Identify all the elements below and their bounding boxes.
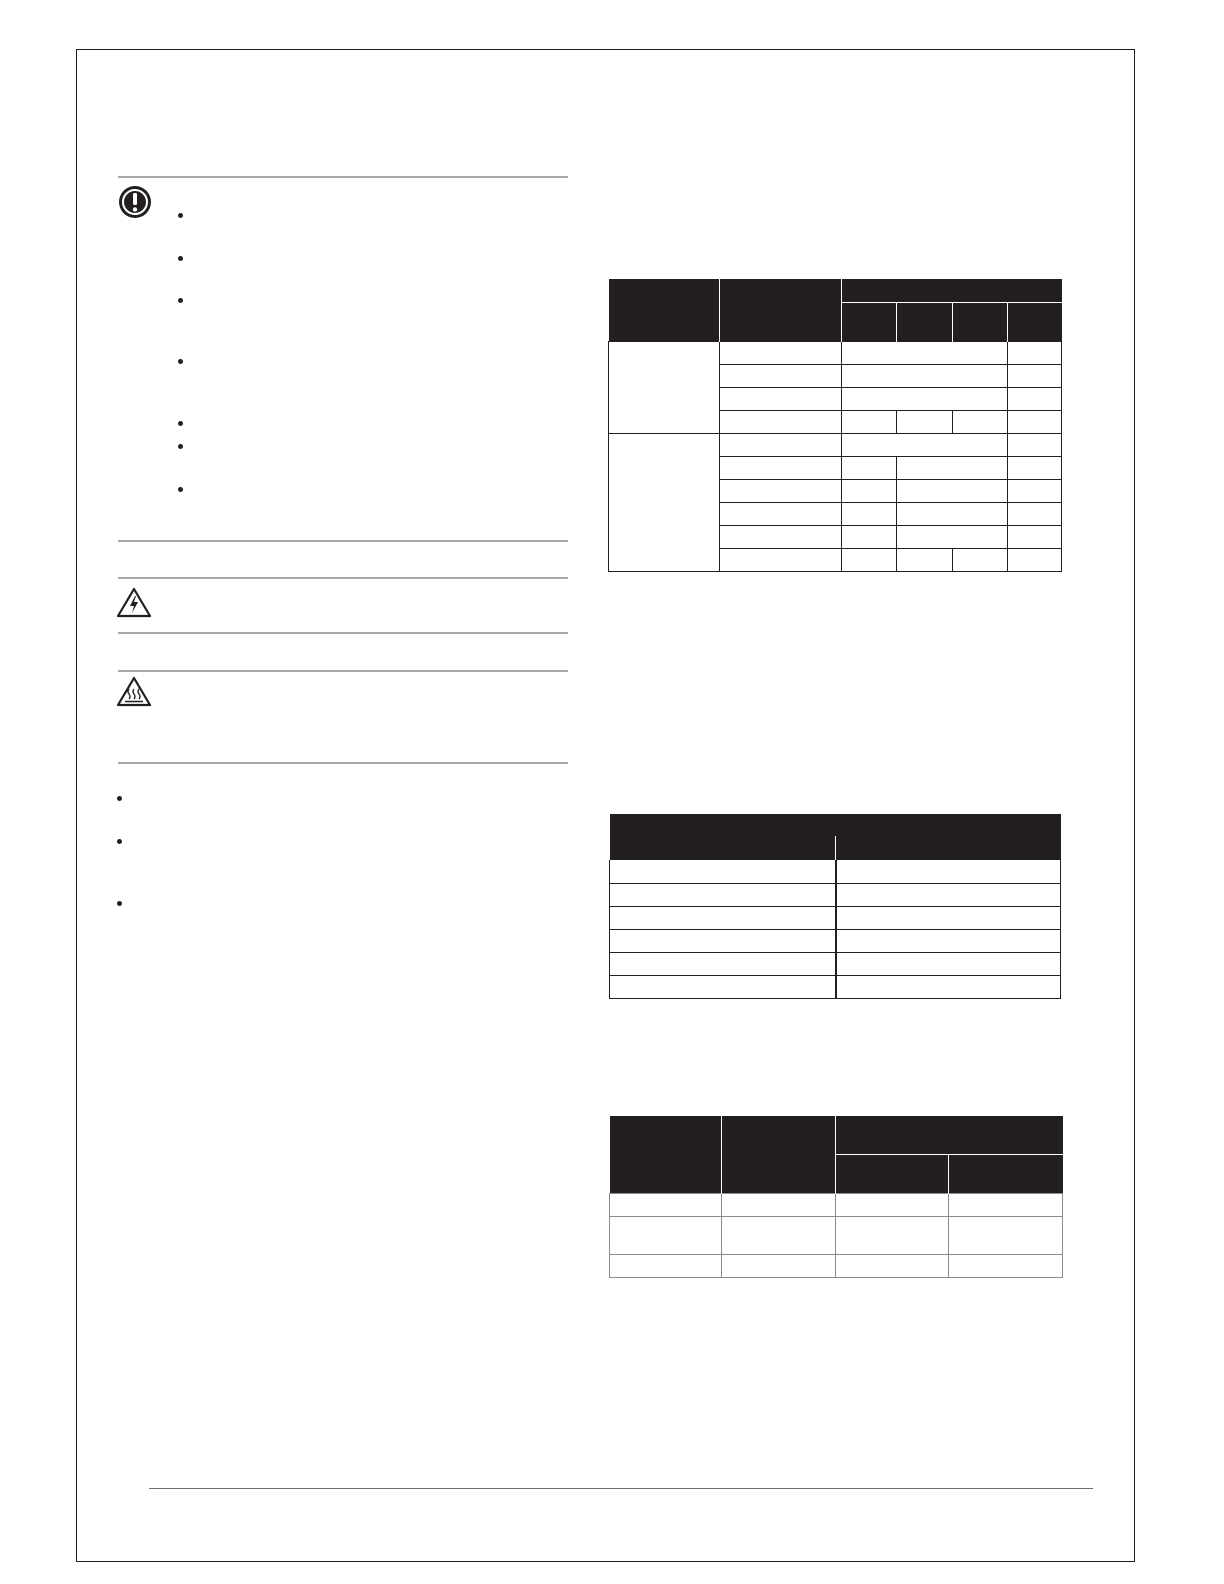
list-bullet: [178, 359, 183, 364]
table-row: [610, 1216, 1063, 1254]
table-header-cell: [609, 279, 720, 341]
table-cell: [720, 433, 842, 456]
table-cell: [949, 1193, 1063, 1216]
table-row: [610, 1254, 1063, 1277]
table-row: [609, 433, 1062, 456]
table-cell: [953, 548, 1008, 571]
table-cell: [842, 548, 897, 571]
table-header-group: [610, 814, 1061, 836]
table-cell: [1008, 479, 1062, 502]
table-cell: [1008, 364, 1062, 387]
table-cell: [722, 1216, 836, 1254]
table-subheader-cell: [836, 1154, 949, 1193]
table-cell: [836, 883, 1061, 906]
table-cell: [842, 479, 897, 502]
list-bullet: [178, 213, 183, 218]
list-bullet: [178, 256, 183, 261]
table-cell: [610, 1193, 722, 1216]
table-row: [610, 952, 1061, 975]
table-cell: [836, 975, 1061, 998]
table-cell: [897, 525, 1008, 548]
table-cell: [720, 548, 842, 571]
page-frame: [76, 49, 1135, 1562]
list-bullet: [117, 839, 122, 844]
list-bullet: [117, 901, 122, 906]
table-subheader-cell: [1008, 302, 1062, 341]
table-cell: [1008, 410, 1062, 433]
table-header-cell: [720, 279, 842, 341]
table-cell: [720, 410, 842, 433]
table-cell: [722, 1193, 836, 1216]
table-cell: [842, 502, 897, 525]
table-cell: [609, 433, 720, 571]
table-cell: [897, 479, 1008, 502]
spec-table-2: [609, 814, 1061, 999]
table-row: [610, 929, 1061, 952]
table-cell: [720, 341, 842, 364]
table-cell: [836, 929, 1061, 952]
table-row: [609, 341, 1062, 364]
table-cell: [949, 1254, 1063, 1277]
table-cell: [1008, 433, 1062, 456]
section-rule: [118, 540, 568, 542]
section-rule: [118, 762, 568, 764]
table-cell: [1008, 341, 1062, 364]
list-bullet: [117, 796, 122, 801]
table-row: [610, 975, 1061, 998]
table-cell: [1008, 502, 1062, 525]
table-cell: [610, 975, 836, 998]
table-cell: [610, 952, 836, 975]
exclamation-circle-icon: [118, 185, 152, 219]
table-cell: [610, 860, 836, 883]
table-cell: [720, 525, 842, 548]
hot-surface-icon: [116, 676, 152, 707]
table-header-group: [836, 1116, 1063, 1154]
table-header-cell: [610, 836, 836, 860]
table-subheader-cell: [842, 302, 897, 341]
table-cell: [609, 341, 720, 433]
table-cell: [897, 410, 953, 433]
electric-hazard-icon: [116, 587, 152, 618]
table-cell: [836, 1254, 949, 1277]
spec-table-3: [609, 1116, 1063, 1278]
table-cell: [1008, 548, 1062, 571]
table-header-cell: [610, 1116, 722, 1193]
table-cell: [897, 548, 953, 571]
list-bullet: [178, 444, 183, 449]
table-cell: [722, 1254, 836, 1277]
table-cell: [610, 906, 836, 929]
table-cell: [720, 456, 842, 479]
table-cell: [610, 1254, 722, 1277]
table-cell: [842, 341, 1008, 364]
section-rule: [118, 632, 568, 634]
table-cell: [836, 952, 1061, 975]
table-cell: [610, 883, 836, 906]
table-cell: [949, 1216, 1063, 1254]
table-cell: [842, 387, 1008, 410]
table-row: [610, 906, 1061, 929]
table-cell: [1008, 387, 1062, 410]
table-cell: [897, 502, 1008, 525]
table-row: [610, 860, 1061, 883]
table-header-group: [842, 279, 1062, 302]
table-cell: [720, 502, 842, 525]
table-cell: [953, 410, 1008, 433]
section-rule: [118, 577, 568, 579]
table-cell: [836, 860, 1061, 883]
table-header-cell: [836, 836, 1061, 860]
section-rule: [118, 670, 568, 672]
table-cell: [610, 1216, 722, 1254]
table-cell: [720, 364, 842, 387]
spec-table-1: [608, 279, 1062, 572]
table-subheader-cell: [949, 1154, 1063, 1193]
footer-rule: [149, 1488, 1093, 1489]
table-cell: [842, 433, 1008, 456]
list-bullet: [178, 421, 183, 426]
section-rule: [118, 176, 568, 178]
table-cell: [897, 456, 1008, 479]
table-cell: [1008, 525, 1062, 548]
table-header-cell: [722, 1116, 836, 1193]
table-row: [610, 1193, 1063, 1216]
table-cell: [842, 410, 897, 433]
table-subheader-cell: [897, 302, 953, 341]
table-cell: [1008, 456, 1062, 479]
table-cell: [842, 456, 897, 479]
list-bullet: [178, 298, 183, 303]
table-cell: [836, 906, 1061, 929]
table-cell: [836, 1216, 949, 1254]
table-cell: [836, 1193, 949, 1216]
table-subheader-cell: [953, 302, 1008, 341]
table-cell: [842, 525, 897, 548]
table-cell: [720, 479, 842, 502]
table-cell: [610, 929, 836, 952]
table-cell: [842, 364, 1008, 387]
list-bullet: [178, 487, 183, 492]
table-cell: [720, 387, 842, 410]
table-row: [610, 883, 1061, 906]
